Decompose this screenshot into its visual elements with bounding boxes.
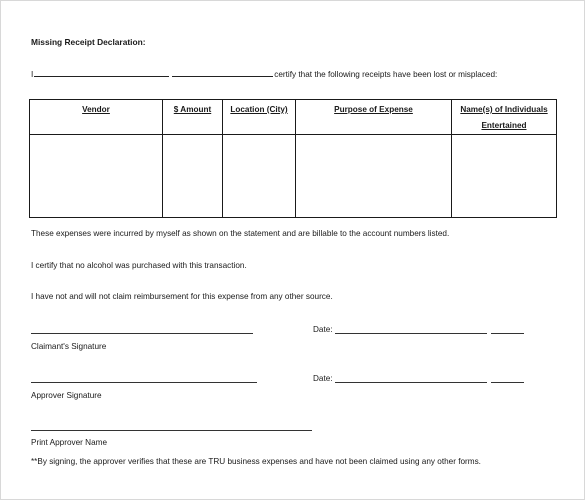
header-individuals: Name(s) of Individuals Entertained [452, 100, 557, 135]
approver-signature-label: Approver Signature [31, 391, 102, 400]
approver-footnote: **By signing, the approver verifies that these are TRU business expenses and have not been claimed using any other forms. [31, 457, 481, 466]
approver-date-label: Date: [313, 374, 333, 383]
vendor-cell[interactable] [30, 135, 163, 218]
header-amount: $ Amount [163, 100, 223, 135]
header-location: Location (City) [223, 100, 296, 135]
amount-cell[interactable] [163, 135, 223, 218]
purpose-cell[interactable] [296, 135, 452, 218]
id-blank-field[interactable] [172, 67, 273, 77]
claimant-signature-label: Claimant's Signature [31, 342, 107, 351]
form-title: Missing Receipt Declaration: [31, 37, 146, 47]
claimant-date-line[interactable] [335, 333, 487, 334]
claimant-signature-line[interactable] [31, 333, 253, 334]
name-blank-field[interactable] [34, 67, 169, 77]
receipts-table [29, 99, 557, 218]
statement-billable: These expenses were incurred by myself as shown on the statement and are billable to the account numbers listed. [31, 229, 450, 238]
claimant-date-label: Date: [313, 325, 333, 334]
approver-date-line-extra[interactable] [491, 382, 524, 383]
header-purpose: Purpose of Expense [296, 100, 452, 135]
certify-suffix: certify that the following receipts have been lost or misplaced: [274, 70, 498, 79]
table-row [30, 135, 557, 218]
certify-prefix: I [31, 70, 34, 79]
approver-name-line[interactable] [31, 430, 312, 431]
table-header-row [30, 100, 557, 135]
certification-line [31, 67, 497, 79]
print-approver-name-label: Print Approver Name [31, 438, 107, 447]
statement-no-reimbursement: I have not and will not claim reimbursement for this expense from any other source. [31, 292, 333, 301]
approver-signature-line[interactable] [31, 382, 257, 383]
individuals-cell[interactable] [452, 135, 557, 218]
header-vendor: Vendor [30, 100, 163, 135]
statement-no-alcohol: I certify that no alcohol was purchased with this transaction. [31, 261, 247, 270]
location-cell[interactable] [223, 135, 296, 218]
claimant-date-line-extra[interactable] [491, 333, 524, 334]
approver-date-line[interactable] [335, 382, 487, 383]
